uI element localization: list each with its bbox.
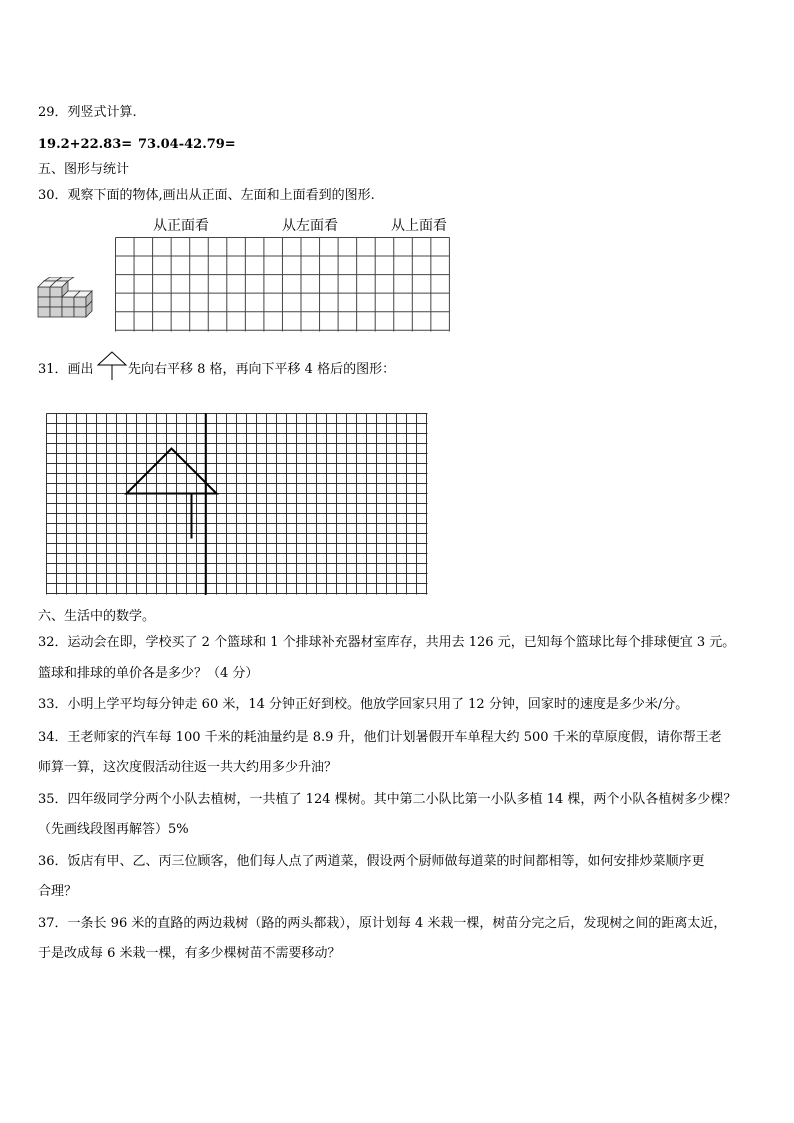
q34-line-2: 师算一算，这次度假活动往返一共大约用多少升油？ <box>38 760 338 775</box>
q33-line-1: 33．小明上学平均每分钟走 60 米，14 分钟正好到校。他放学回家只用了 12 分钟，回家时的速度是多少米/分。 <box>38 697 689 712</box>
q36-line-1: 36．饭店有甲、乙、丙三位顾客，他们每人点了两道菜，假设两个厨师做每道菜的时间都相等，如何安排炒菜顺序更 <box>38 854 705 869</box>
q34-line-1: 34．王老师家的汽车每 100 千米的耗油量约是 8.9 升，他们计划暑假开车单程大约 500 千米的草原度假，请你帮王老 <box>38 730 722 745</box>
section-6-title: 六、生活中的数学。 <box>38 609 156 624</box>
views-drawing-grid[interactable] <box>115 237 450 332</box>
left-view-label: 从左面看 <box>282 218 338 234</box>
q35-line-1: 35．四年级同学分两个小队去植树，一共植了 124 棵树。其中第二小队比第一小队多植 14 棵，两个小队各植树多少棵？ <box>38 792 737 807</box>
q30-question: 30．观察下面的物体,画出从正面、左面和上面看到的图形. <box>38 188 375 203</box>
q29-expression-2: 73.04-42.79= <box>138 137 236 152</box>
cube-stack-figure <box>36 277 96 319</box>
q32-line-1: 32．运动会在即，学校买了 2 个篮球和 1 个排球补充器材室库存，共用去 126 元，已知每个篮球比每个排球便宜 3 元。 <box>38 635 736 650</box>
q31-prefix: 31．画出 <box>38 362 94 377</box>
q36-line-2: 合理？ <box>38 884 78 899</box>
section-5-title: 五、图形与统计 <box>38 162 130 177</box>
q37-line-2: 于是改成每 6 米栽一棵，有多少棵树苗不需要移动？ <box>38 946 341 961</box>
q35-line-2: （先画线段图再解答）5% <box>38 822 189 837</box>
house-roof-triangle <box>127 449 217 494</box>
top-view-label: 从上面看 <box>391 218 447 234</box>
q32-line-2: 篮球和排球的单价各是多少？（4 分） <box>38 666 259 681</box>
q37-line-1: 37．一条长 96 米的直路的两边栽树（路的两头都栽），原计划每 4 米栽一棵，树苗分完之后，发现树之间的距离太近， <box>38 916 727 931</box>
translation-grid[interactable] <box>46 413 428 595</box>
q29-heading: 29．列竖式计算. <box>38 105 137 120</box>
q31-instruction: 先向右平移 8 格，再向下平移 4 格后的图形： <box>128 362 396 377</box>
q29-expression-1: 19.2+22.83= <box>38 137 133 152</box>
front-view-label: 从正面看 <box>153 218 209 234</box>
house-shape-icon <box>96 350 128 382</box>
